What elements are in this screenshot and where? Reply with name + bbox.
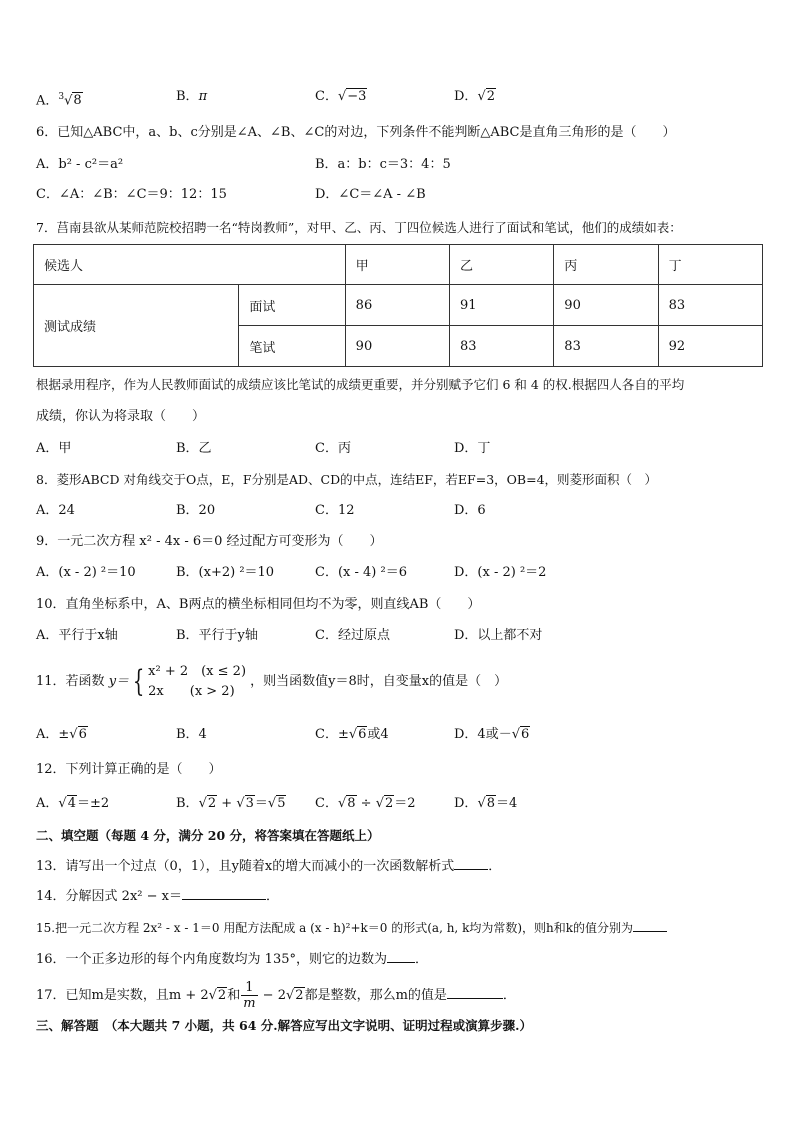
q15-stem: 15.把一元二次方程 2x² - x - 1＝0 用配方法配成 a (x - h)²+k＝0 的形式(a, h, k均为常数)，则h和k的值分别为: [36, 918, 667, 937]
table-cell: 83: [658, 285, 762, 326]
table-row-label: 面试: [239, 285, 345, 326]
q12-option-b: B．√2 + √3＝√5: [176, 796, 286, 811]
q9-stem: 9．一元二次方程 x² - 4x - 6＝0 经过配方可变形为（ ）: [36, 534, 383, 549]
brace-icon: {: [132, 663, 145, 699]
q5-option-c: C．√−3: [315, 89, 367, 104]
table-header-cell: 甲: [345, 245, 449, 285]
answer-blank[interactable]: [454, 856, 488, 870]
section-2-title: 二、填空题（每题 4 分，满分 20 分，将答案填在答题纸上）: [36, 828, 380, 843]
q17-stem: 17．已知m是实数，且m + 2√2和 $\frac{1}{m}$ − 2√2都是整数，那么m的值是 ．: [36, 980, 516, 1011]
q8-option-b: B．20: [176, 503, 216, 518]
q11-function-name: y＝: [108, 674, 130, 689]
table-cell: 92: [658, 326, 762, 367]
q7-text-2: 成绩，你认为将录取（ ）: [36, 409, 206, 424]
fraction: $\frac{1}{m}$: [243, 980, 256, 1011]
q12-option-a: A．√4＝±2: [36, 796, 110, 811]
q6-option-b: B．a：b：c＝3：4：5: [315, 157, 451, 172]
q11-option-b: B．4: [176, 727, 207, 742]
score-table: [33, 244, 763, 367]
q11-option-c: C．±√6或4: [315, 727, 389, 742]
section-3-title: 三、解答题 （本大题共 7 小题，共 64 分.解答应写出文字说明、证明过程或演算步骤.）: [36, 1018, 532, 1033]
q5-option-b: B．π: [176, 89, 208, 104]
q10-option-c: C．经过原点: [315, 628, 390, 643]
table-cell: 91: [449, 285, 553, 326]
q11-prefix: 11．若函数: [36, 674, 105, 689]
q6-option-a: A．b² - c²＝a²: [36, 157, 124, 172]
q8-option-d: D．6: [454, 503, 486, 518]
q7-option-d: D．丁: [454, 441, 491, 456]
q9-option-b: B．(x+2) ²＝10: [176, 565, 275, 580]
table-header-cell: 丁: [658, 245, 762, 285]
q11-option-a: A．±√6: [36, 727, 87, 742]
q6-option-d: D．∠C＝∠A - ∠B: [315, 187, 426, 202]
table-row-label: 笔试: [239, 326, 345, 367]
q9-option-c: C．(x - 4) ²＝6: [315, 565, 407, 580]
q7-text-1: 根据录用程序，作为人民教师面试的成绩应该比笔试的成绩更重要，并分别赋予它们 6 和 4 的权.根据四人各自的平均: [36, 377, 685, 392]
q8-stem: 8．菱形ABCD 对角线交于O点，E，F分别是AD、CD的中点，连结EF，若EF=3，OB=4，则菱形面积（ ）: [36, 472, 658, 487]
q13-stem: 13．请写出一个过点（0，1），且y随着x的增大而减小的一次函数解析式 ．: [36, 856, 501, 876]
q12-option-c: C．√8 ÷ √2＝2: [315, 796, 416, 811]
q7-option-c: C．丙: [315, 441, 351, 456]
q14-stem: 14．分解因式 2x² − x＝ ．: [36, 886, 279, 906]
answer-blank[interactable]: [387, 949, 415, 963]
q6-stem: 6．已知△ABC中，a、b、c分别是∠A、∠B、∠C的对边，下列条件不能判断△ABC是直角三角形的是（ ）: [36, 125, 676, 140]
table-cell: 83: [554, 326, 658, 367]
table-header-cell: 丙: [554, 245, 658, 285]
q7-stem: 7．莒南县欲从某师范院校招聘一名“特岗教师”，对甲、乙、丙、丁四位候选人进行了面试和笔试，他们的成绩如表：: [36, 220, 682, 235]
table-cell: 86: [345, 285, 449, 326]
table-header-label: 候选人: [34, 245, 346, 285]
q6-option-c: C．∠A：∠B：∠C＝9：12：15: [36, 187, 227, 202]
q11-pieces: [148, 662, 246, 702]
q12-option-d: D．√8＝4: [454, 796, 518, 811]
q11-suffix: ，则当函数值y＝8时，自变量x的值是（ ）: [250, 674, 508, 689]
q9-option-a: A．(x - 2) ²＝10: [36, 565, 136, 580]
table-cell: 90: [345, 326, 449, 367]
q5-option-a: A．$^3$√8: [36, 92, 82, 109]
q10-option-a: A．平行于x轴: [36, 628, 118, 643]
q11-piece-2: 2x (x > 2): [148, 683, 235, 699]
q11-stem: [36, 660, 507, 704]
q12-stem: 12．下列计算正确的是（ ）: [36, 762, 222, 777]
q10-option-d: D．以上都不对: [454, 628, 543, 643]
q7-option-b: B．乙: [176, 441, 212, 456]
q7-option-a: A．甲: [36, 441, 72, 456]
answer-blank[interactable]: [182, 886, 266, 900]
q10-option-b: B．平行于y轴: [176, 628, 258, 643]
q10-stem: 10．直角坐标系中，A、B两点的横坐标相同但均不为零，则直线AB（ ）: [36, 597, 481, 612]
q11-option-d: D．4或－√6: [454, 727, 530, 742]
q8-option-a: A．24: [36, 503, 75, 518]
answer-blank[interactable]: [633, 918, 667, 932]
q16-stem: 16．一个正多边形的每个内角度数均为 135°，则它的边数为 ．: [36, 949, 428, 969]
q5-option-d: D．√2: [454, 89, 496, 104]
table-cell: 83: [449, 326, 553, 367]
table-header-cell: 乙: [449, 245, 553, 285]
answer-blank[interactable]: [447, 985, 503, 999]
table-cell: 90: [554, 285, 658, 326]
q8-option-c: C．12: [315, 503, 355, 518]
q11-piece-1: x² + 2 (x ≤ 2): [148, 663, 247, 679]
q9-option-d: D．(x - 2) ²＝2: [454, 565, 547, 580]
table-group-label: 测试成绩: [34, 285, 239, 367]
